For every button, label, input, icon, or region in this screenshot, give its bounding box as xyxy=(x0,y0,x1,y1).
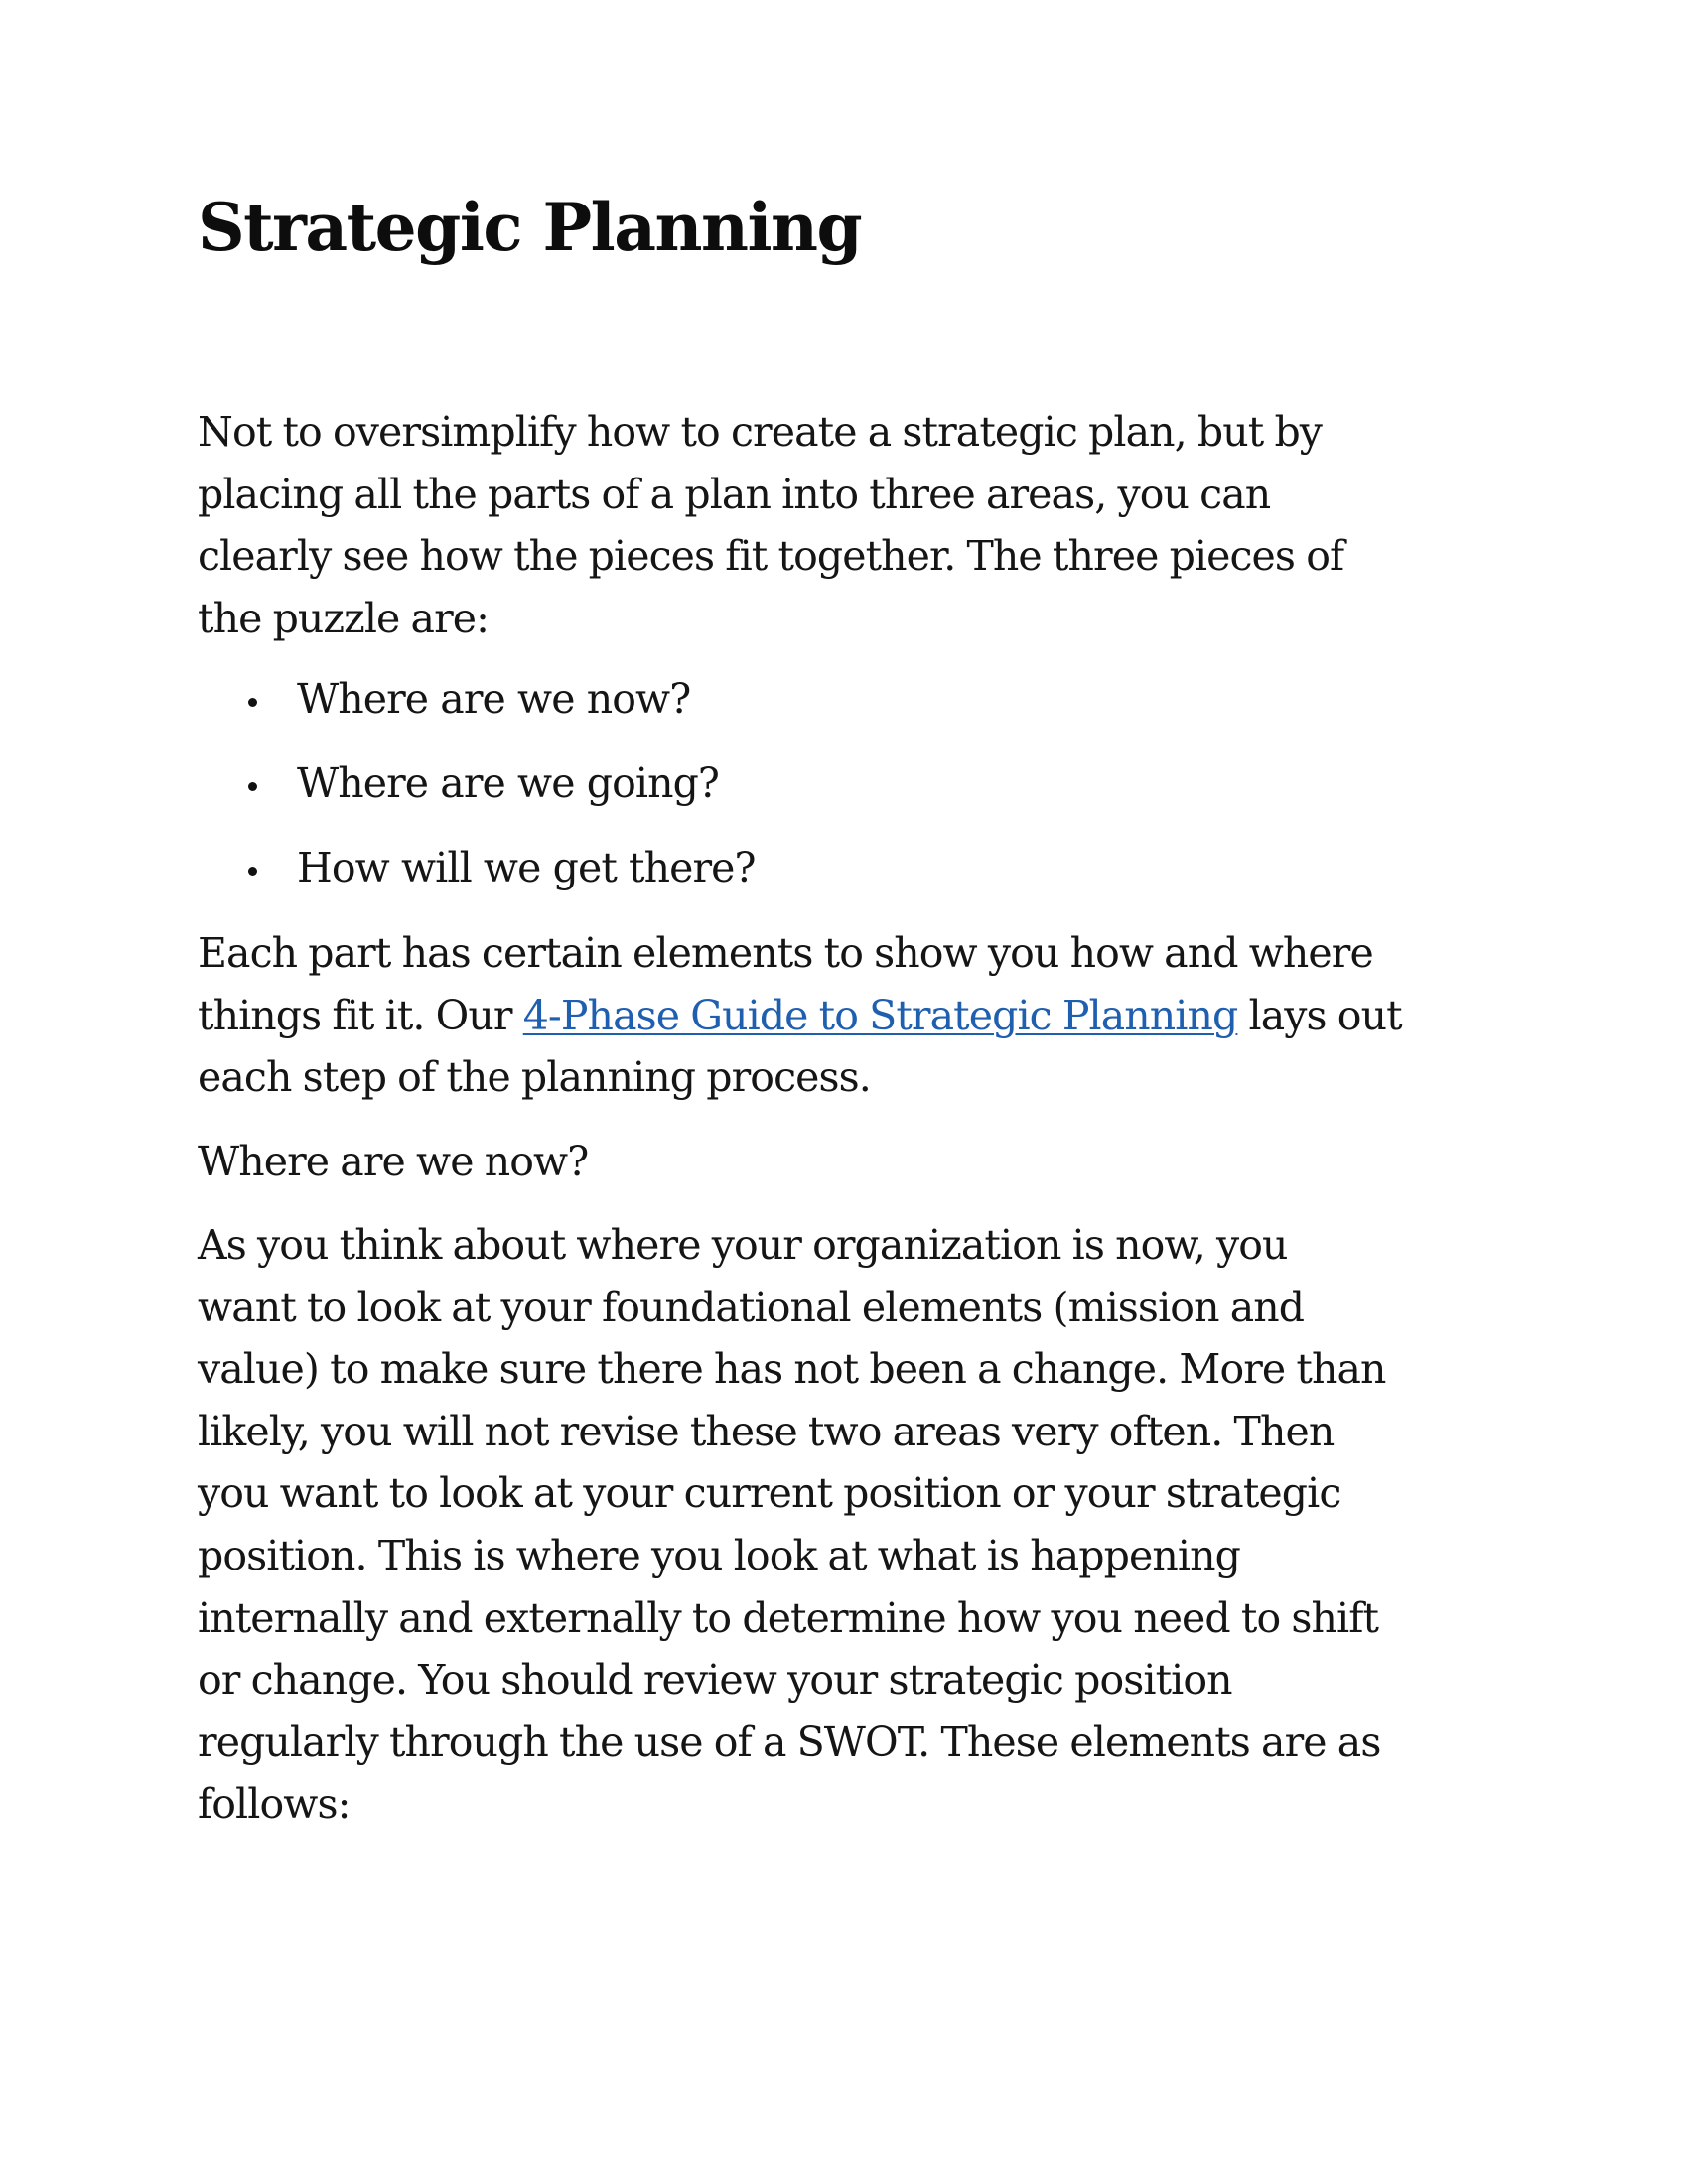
intro-line: clearly see how the pieces fit together. The three pieces of xyxy=(198,532,1344,581)
list-item-text: Where are we now? xyxy=(297,675,691,723)
paragraph-line: follows: xyxy=(198,1780,351,1829)
paragraph-line: want to look at your foundational elements (mission and xyxy=(198,1283,1305,1331)
section-subheading: Where are we now? xyxy=(198,1138,589,1185)
paragraph-line: you want to look at your current position or your strategic xyxy=(198,1469,1341,1518)
current-position-paragraph xyxy=(198,1214,1498,1836)
paragraph-line: As you think about where your organization is now, you xyxy=(198,1221,1288,1269)
intro-line: the puzzle are: xyxy=(198,594,490,642)
strategic-planning-guide-link[interactable]: 4-Phase Guide to Strategic Planning xyxy=(522,991,1238,1039)
bullet-icon xyxy=(248,782,257,791)
paragraph-line: likely, you will not revise these two areas very often. Then xyxy=(198,1407,1335,1455)
paragraph-text: things fit it. Our xyxy=(198,991,523,1039)
list-item-text: How will we get there? xyxy=(297,844,756,891)
intro-line: placing all the parts of a plan into three areas, you can xyxy=(198,470,1271,518)
paragraph-line: internally and externally to determine how you need to shift xyxy=(198,1593,1379,1642)
intro-paragraph xyxy=(198,401,1498,649)
puzzle-pieces-list xyxy=(198,668,756,921)
paragraph-line: each step of the planning process. xyxy=(198,1053,871,1102)
paragraph-text: lays out xyxy=(1237,991,1402,1039)
list-item xyxy=(198,837,756,921)
bullet-icon xyxy=(248,698,257,707)
guide-paragraph xyxy=(198,922,1498,1109)
intro-line: Not to oversimplify how to create a strategic plan, but by xyxy=(198,408,1323,456)
list-item-text: Where are we going? xyxy=(297,759,720,807)
page-title: Strategic Planning xyxy=(198,189,862,266)
list-item xyxy=(198,752,756,837)
list-item xyxy=(198,668,756,752)
paragraph-line: position. This is where you look at what is happening xyxy=(198,1531,1240,1579)
paragraph-line xyxy=(198,985,1498,1047)
bullet-icon xyxy=(248,867,257,876)
paragraph-line: Each part has certain elements to show you how and where xyxy=(198,929,1373,977)
paragraph-line: or change. You should review your strategic position xyxy=(198,1656,1232,1705)
paragraph-line: value) to make sure there has not been a change. More than xyxy=(198,1345,1386,1394)
paragraph-line: regularly through the use of a SWOT. These elements are as xyxy=(198,1717,1381,1766)
